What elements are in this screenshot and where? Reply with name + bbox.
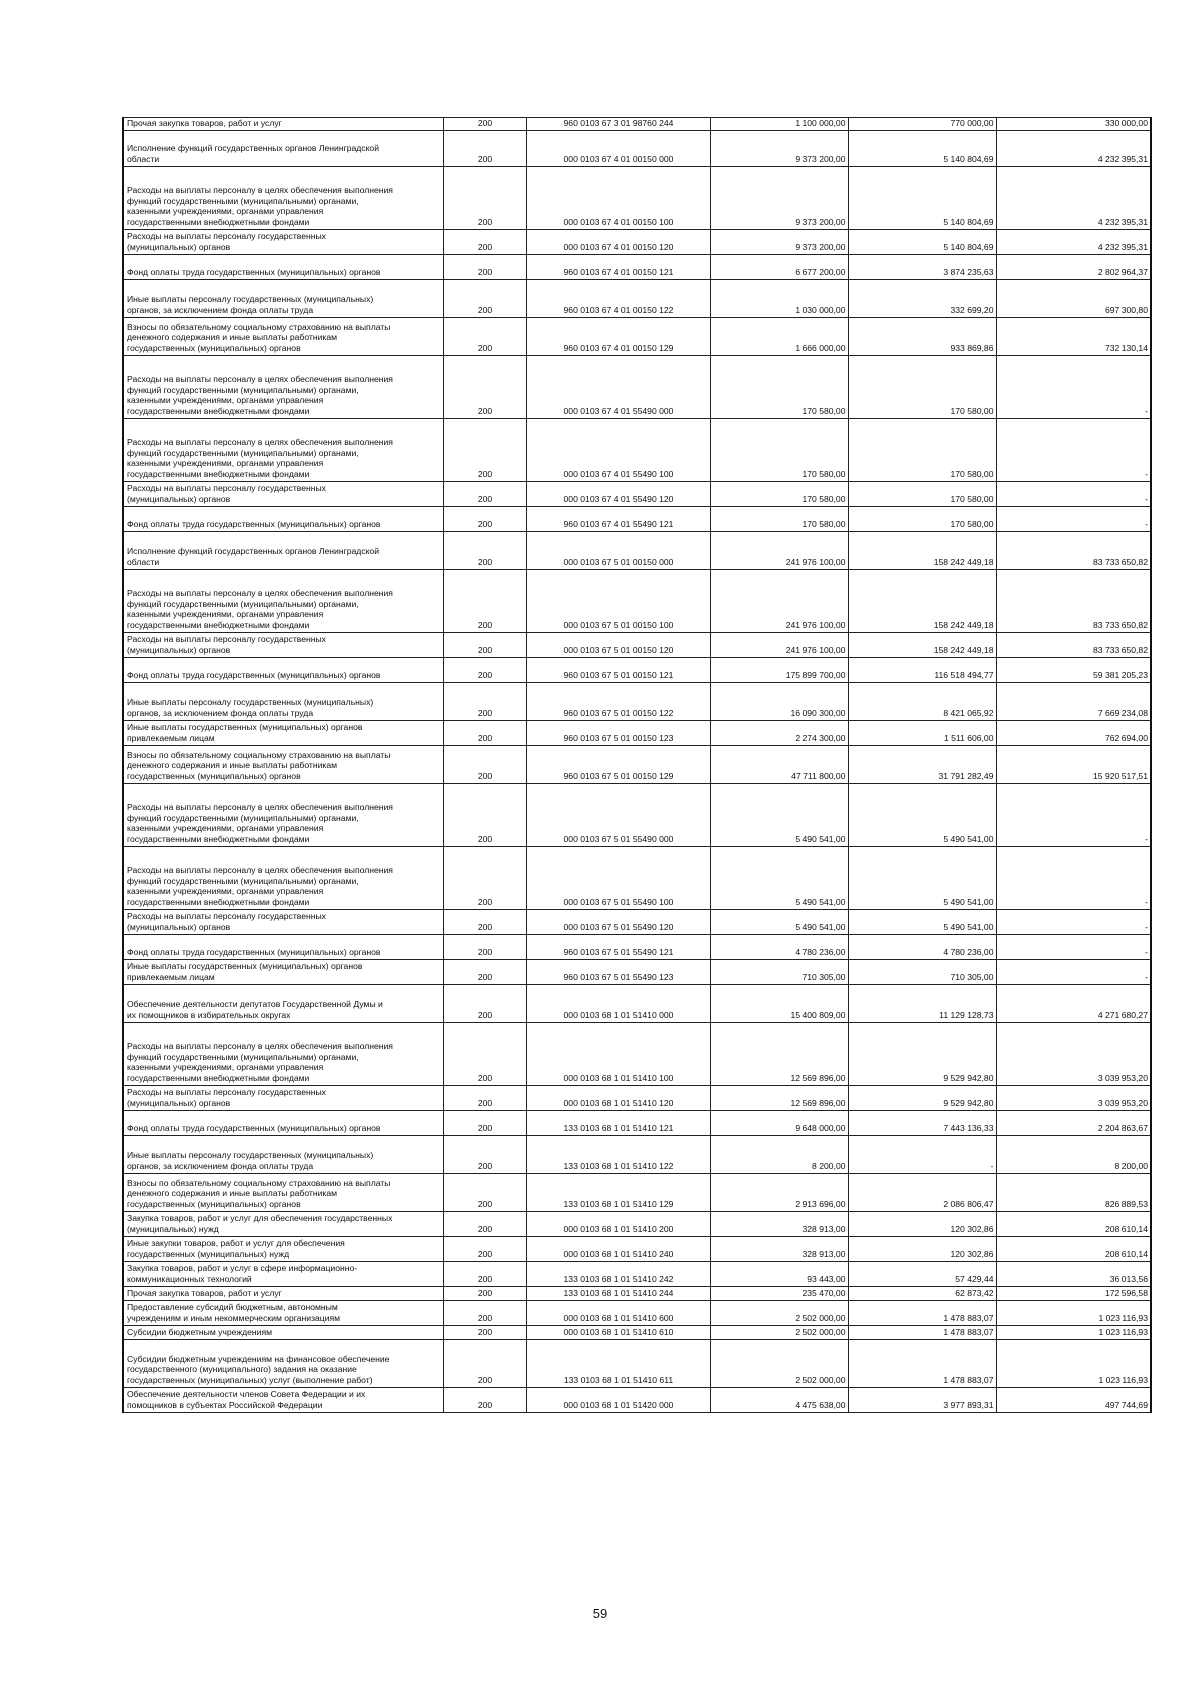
row-approved-amount-cell: 170 580,00 [710, 355, 848, 418]
row-approved-amount-cell: 1 666 000,00 [710, 317, 848, 355]
row-executed-amount-cell: 170 580,00 [848, 506, 996, 531]
row-executed-amount-cell: 158 242 449,18 [848, 569, 996, 632]
page-number: 59 [592, 1606, 608, 1621]
row-unexecuted-amount-cell: 36 013,56 [996, 1261, 1151, 1286]
row-classification-code-cell: 000 0103 68 1 01 51410 200 [526, 1211, 710, 1236]
row-name-cell: Расходы на выплаты персоналу в целях обеспечения выполнения функций государственными (муниципальными) органами, казенными учреждениями, органами управления государственными внебюджетными фондами [123, 418, 443, 481]
row-classification-code-cell: 000 0103 67 5 01 55490 120 [526, 909, 710, 934]
row-approved-amount-cell: 9 373 200,00 [710, 130, 848, 166]
row-line-code-cell: 200 [443, 254, 526, 279]
row-line-code-cell: 200 [443, 1300, 526, 1325]
row-executed-amount-cell: 170 580,00 [848, 418, 996, 481]
row-unexecuted-amount-cell: - [996, 481, 1151, 506]
row-approved-amount-cell: 2 502 000,00 [710, 1325, 848, 1339]
row-approved-amount-cell: 235 470,00 [710, 1286, 848, 1300]
row-unexecuted-amount-cell: 1 023 116,93 [996, 1300, 1151, 1325]
row-name-cell: Фонд оплаты труда государственных (муниципальных) органов [123, 254, 443, 279]
row-classification-code-cell: 000 0103 67 4 01 55490 100 [526, 418, 710, 481]
row-name-cell: Прочая закупка товаров, работ и услуг [123, 118, 443, 131]
row-unexecuted-amount-cell: 4 232 395,31 [996, 130, 1151, 166]
row-executed-amount-cell: 7 443 136,33 [848, 1110, 996, 1135]
row-classification-code-cell: 000 0103 67 5 01 55490 000 [526, 783, 710, 846]
table-row [123, 1211, 1151, 1236]
row-executed-amount-cell: 11 129 128,73 [848, 984, 996, 1022]
row-line-code-cell: 200 [443, 418, 526, 481]
table-row [123, 682, 1151, 720]
row-approved-amount-cell: 170 580,00 [710, 481, 848, 506]
row-line-code-cell: 200 [443, 1387, 526, 1412]
row-name-cell: Иные выплаты персоналу государственных (муниципальных) органов, за исключением фонда оплаты труда [123, 1135, 443, 1173]
row-classification-code-cell: 000 0103 67 5 01 55490 100 [526, 846, 710, 909]
row-classification-code-cell: 960 0103 67 5 01 00150 123 [526, 720, 710, 745]
table-row [123, 783, 1151, 846]
table-row [123, 1261, 1151, 1286]
row-unexecuted-amount-cell: 208 610,14 [996, 1236, 1151, 1261]
row-unexecuted-amount-cell: 1 023 116,93 [996, 1339, 1151, 1387]
row-unexecuted-amount-cell: 3 039 953,20 [996, 1022, 1151, 1085]
row-approved-amount-cell: 5 490 541,00 [710, 846, 848, 909]
row-unexecuted-amount-cell: 1 023 116,93 [996, 1325, 1151, 1339]
row-line-code-cell: 200 [443, 745, 526, 783]
row-classification-code-cell: 000 0103 68 1 01 51410 240 [526, 1236, 710, 1261]
row-unexecuted-amount-cell: 208 610,14 [996, 1211, 1151, 1236]
row-approved-amount-cell: 15 400 809,00 [710, 984, 848, 1022]
row-approved-amount-cell: 328 913,00 [710, 1211, 848, 1236]
row-classification-code-cell: 133 0103 68 1 01 51410 611 [526, 1339, 710, 1387]
row-executed-amount-cell: 31 791 282,49 [848, 745, 996, 783]
row-unexecuted-amount-cell: 83 733 650,82 [996, 569, 1151, 632]
row-name-cell: Расходы на выплаты персоналу государственных (муниципальных) органов [123, 229, 443, 254]
row-classification-code-cell: 000 0103 67 5 01 00150 000 [526, 531, 710, 569]
table-row [123, 632, 1151, 657]
row-unexecuted-amount-cell: 8 200,00 [996, 1135, 1151, 1173]
table-row [123, 1236, 1151, 1261]
row-executed-amount-cell: - [848, 1135, 996, 1173]
row-line-code-cell: 200 [443, 569, 526, 632]
row-name-cell: Иные выплаты персоналу государственных (муниципальных) органов, за исключением фонда оплаты труда [123, 682, 443, 720]
table-row [123, 1022, 1151, 1085]
row-line-code-cell: 200 [443, 279, 526, 317]
row-executed-amount-cell: 710 305,00 [848, 959, 996, 984]
row-approved-amount-cell: 241 976 100,00 [710, 632, 848, 657]
table-row [123, 909, 1151, 934]
row-name-cell: Расходы на выплаты персоналу в целях обеспечения выполнения функций государственными (муниципальными) органами, казенными учреждениями, органами управления государственными внебюджетными фондами [123, 355, 443, 418]
row-classification-code-cell: 000 0103 67 4 01 00150 000 [526, 130, 710, 166]
row-name-cell: Иные выплаты государственных (муниципальных) органов привлекаемым лицам [123, 959, 443, 984]
row-approved-amount-cell: 2 502 000,00 [710, 1339, 848, 1387]
row-executed-amount-cell: 4 780 236,00 [848, 934, 996, 959]
row-line-code-cell: 200 [443, 1173, 526, 1211]
row-line-code-cell: 200 [443, 934, 526, 959]
row-unexecuted-amount-cell: 3 039 953,20 [996, 1085, 1151, 1110]
table-row [123, 1300, 1151, 1325]
table-row [123, 1286, 1151, 1300]
row-name-cell: Расходы на выплаты персоналу государственных (муниципальных) органов [123, 481, 443, 506]
row-name-cell: Закупка товаров, работ и услуг в сфере информационно- коммуникационных технологий [123, 1261, 443, 1286]
row-executed-amount-cell: 770 000,00 [848, 118, 996, 131]
row-approved-amount-cell: 16 090 300,00 [710, 682, 848, 720]
row-line-code-cell: 200 [443, 1261, 526, 1286]
row-line-code-cell: 200 [443, 481, 526, 506]
row-name-cell: Предоставление субсидий бюджетным, автономным учреждениям и иным некоммерческим организациям [123, 1300, 443, 1325]
row-classification-code-cell: 960 0103 67 4 01 00150 121 [526, 254, 710, 279]
row-unexecuted-amount-cell: - [996, 934, 1151, 959]
row-name-cell: Фонд оплаты труда государственных (муниципальных) органов [123, 1110, 443, 1135]
row-unexecuted-amount-cell: 2 802 964,37 [996, 254, 1151, 279]
row-approved-amount-cell: 9 373 200,00 [710, 166, 848, 229]
table-row [123, 118, 1151, 131]
table-row [123, 934, 1151, 959]
row-classification-code-cell: 960 0103 67 5 01 00150 122 [526, 682, 710, 720]
table-row [123, 1085, 1151, 1110]
row-line-code-cell: 200 [443, 1236, 526, 1261]
row-approved-amount-cell: 328 913,00 [710, 1236, 848, 1261]
row-executed-amount-cell: 120 302,86 [848, 1236, 996, 1261]
row-classification-code-cell: 133 0103 68 1 01 51410 244 [526, 1286, 710, 1300]
row-name-cell: Расходы на выплаты персоналу в целях обеспечения выполнения функций государственными (муниципальными) органами, казенными учреждениями, органами управления государственными внебюджетными фондами [123, 846, 443, 909]
row-executed-amount-cell: 170 580,00 [848, 481, 996, 506]
row-approved-amount-cell: 170 580,00 [710, 506, 848, 531]
table-row [123, 1173, 1151, 1211]
row-name-cell: Расходы на выплаты персоналу в целях обеспечения выполнения функций государственными (муниципальными) органами, казенными учреждениями, органами управления государственными внебюджетными фондами [123, 783, 443, 846]
table-row [123, 481, 1151, 506]
row-executed-amount-cell: 9 529 942,80 [848, 1085, 996, 1110]
row-line-code-cell: 200 [443, 1286, 526, 1300]
row-executed-amount-cell: 2 086 806,47 [848, 1173, 996, 1211]
row-line-code-cell: 200 [443, 506, 526, 531]
row-unexecuted-amount-cell: 826 889,53 [996, 1173, 1151, 1211]
table-row [123, 657, 1151, 682]
row-classification-code-cell: 000 0103 67 5 01 00150 100 [526, 569, 710, 632]
row-approved-amount-cell: 710 305,00 [710, 959, 848, 984]
row-executed-amount-cell: 933 869,86 [848, 317, 996, 355]
row-approved-amount-cell: 12 569 896,00 [710, 1022, 848, 1085]
row-classification-code-cell: 000 0103 68 1 01 51410 100 [526, 1022, 710, 1085]
row-executed-amount-cell: 5 140 804,69 [848, 166, 996, 229]
table-row [123, 569, 1151, 632]
row-approved-amount-cell: 1 100 000,00 [710, 118, 848, 131]
row-approved-amount-cell: 8 200,00 [710, 1135, 848, 1173]
table-row [123, 317, 1151, 355]
row-name-cell: Фонд оплаты труда государственных (муниципальных) органов [123, 657, 443, 682]
row-unexecuted-amount-cell: 83 733 650,82 [996, 531, 1151, 569]
row-name-cell: Расходы на выплаты персоналу государственных (муниципальных) органов [123, 909, 443, 934]
row-executed-amount-cell: 158 242 449,18 [848, 531, 996, 569]
row-name-cell: Прочая закупка товаров, работ и услуг [123, 1286, 443, 1300]
row-approved-amount-cell: 2 274 300,00 [710, 720, 848, 745]
table-row [123, 229, 1151, 254]
row-classification-code-cell: 000 0103 67 5 01 00150 120 [526, 632, 710, 657]
table-row [123, 355, 1151, 418]
row-line-code-cell: 200 [443, 317, 526, 355]
row-name-cell: Иные выплаты персоналу государственных (муниципальных) органов, за исключением фонда оплаты труда [123, 279, 443, 317]
row-line-code-cell: 200 [443, 1325, 526, 1339]
row-unexecuted-amount-cell: - [996, 959, 1151, 984]
row-approved-amount-cell: 4 780 236,00 [710, 934, 848, 959]
budget-execution-table [122, 117, 1152, 1413]
row-approved-amount-cell: 5 490 541,00 [710, 783, 848, 846]
row-executed-amount-cell: 8 421 065,92 [848, 682, 996, 720]
row-approved-amount-cell: 5 490 541,00 [710, 909, 848, 934]
row-line-code-cell: 200 [443, 909, 526, 934]
table-row [123, 846, 1151, 909]
row-classification-code-cell: 000 0103 68 1 01 51410 120 [526, 1085, 710, 1110]
row-approved-amount-cell: 93 443,00 [710, 1261, 848, 1286]
row-executed-amount-cell: 3 977 893,31 [848, 1387, 996, 1412]
row-name-cell: Расходы на выплаты персоналу государственных (муниципальных) органов [123, 1085, 443, 1110]
table-row [123, 720, 1151, 745]
row-classification-code-cell: 133 0103 68 1 01 51410 242 [526, 1261, 710, 1286]
row-unexecuted-amount-cell: - [996, 909, 1151, 934]
row-name-cell: Расходы на выплаты персоналу государственных (муниципальных) органов [123, 632, 443, 657]
table-row [123, 959, 1151, 984]
row-line-code-cell: 200 [443, 984, 526, 1022]
row-line-code-cell: 200 [443, 959, 526, 984]
row-name-cell: Фонд оплаты труда государственных (муниципальных) органов [123, 506, 443, 531]
row-name-cell: Расходы на выплаты персоналу в целях обеспечения выполнения функций государственными (муниципальными) органами, казенными учреждениями, органами управления государственными внебюджетными фондами [123, 166, 443, 229]
row-line-code-cell: 200 [443, 1135, 526, 1173]
row-name-cell: Фонд оплаты труда государственных (муниципальных) органов [123, 934, 443, 959]
row-name-cell: Иные выплаты государственных (муниципальных) органов привлекаемым лицам [123, 720, 443, 745]
row-classification-code-cell: 133 0103 68 1 01 51410 122 [526, 1135, 710, 1173]
row-classification-code-cell: 000 0103 67 4 01 55490 000 [526, 355, 710, 418]
table-row [123, 1339, 1151, 1387]
row-name-cell: Взносы по обязательному социальному страхованию на выплаты денежного содержания и иные выплаты работникам государственных (муниципальных) органов [123, 745, 443, 783]
row-unexecuted-amount-cell: 7 669 234,08 [996, 682, 1151, 720]
row-executed-amount-cell: 5 490 541,00 [848, 909, 996, 934]
row-name-cell: Исполнение функций государственных органов Ленинградской области [123, 531, 443, 569]
row-classification-code-cell: 960 0103 67 5 01 55490 123 [526, 959, 710, 984]
row-executed-amount-cell: 5 140 804,69 [848, 130, 996, 166]
row-classification-code-cell: 000 0103 67 4 01 55490 120 [526, 481, 710, 506]
row-line-code-cell: 200 [443, 720, 526, 745]
table-row [123, 531, 1151, 569]
row-classification-code-cell: 960 0103 67 4 01 00150 122 [526, 279, 710, 317]
row-approved-amount-cell: 47 711 800,00 [710, 745, 848, 783]
row-executed-amount-cell: 3 874 235,63 [848, 254, 996, 279]
row-executed-amount-cell: 116 518 494,77 [848, 657, 996, 682]
table-row [123, 418, 1151, 481]
row-line-code-cell: 200 [443, 355, 526, 418]
row-name-cell: Обеспечение деятельности членов Совета Федерации и их помощников в субъектах Российской Федерации [123, 1387, 443, 1412]
row-classification-code-cell: 960 0103 67 5 01 55490 121 [526, 934, 710, 959]
row-executed-amount-cell: 158 242 449,18 [848, 632, 996, 657]
row-line-code-cell: 200 [443, 1339, 526, 1387]
row-executed-amount-cell: 9 529 942,80 [848, 1022, 996, 1085]
row-approved-amount-cell: 175 899 700,00 [710, 657, 848, 682]
row-approved-amount-cell: 12 569 896,00 [710, 1085, 848, 1110]
row-approved-amount-cell: 2 913 696,00 [710, 1173, 848, 1211]
row-line-code-cell: 200 [443, 682, 526, 720]
row-classification-code-cell: 960 0103 67 4 01 00150 129 [526, 317, 710, 355]
row-unexecuted-amount-cell: 497 744,69 [996, 1387, 1151, 1412]
row-classification-code-cell: 000 0103 68 1 01 51410 610 [526, 1325, 710, 1339]
table-row [123, 1387, 1151, 1412]
row-executed-amount-cell: 62 873,42 [848, 1286, 996, 1300]
row-unexecuted-amount-cell: 59 381 205,23 [996, 657, 1151, 682]
row-approved-amount-cell: 4 475 638,00 [710, 1387, 848, 1412]
table-row [123, 984, 1151, 1022]
row-unexecuted-amount-cell: 762 694,00 [996, 720, 1151, 745]
table-row [123, 745, 1151, 783]
row-approved-amount-cell: 6 677 200,00 [710, 254, 848, 279]
row-line-code-cell: 200 [443, 657, 526, 682]
row-unexecuted-amount-cell: - [996, 506, 1151, 531]
row-classification-code-cell: 000 0103 67 4 01 00150 120 [526, 229, 710, 254]
table-body [123, 118, 1151, 1413]
row-line-code-cell: 200 [443, 118, 526, 131]
row-approved-amount-cell: 1 030 000,00 [710, 279, 848, 317]
row-approved-amount-cell: 2 502 000,00 [710, 1300, 848, 1325]
row-classification-code-cell: 000 0103 68 1 01 51410 000 [526, 984, 710, 1022]
row-unexecuted-amount-cell: 330 000,00 [996, 118, 1151, 131]
row-unexecuted-amount-cell: - [996, 418, 1151, 481]
row-unexecuted-amount-cell: 732 130,14 [996, 317, 1151, 355]
row-executed-amount-cell: 170 580,00 [848, 355, 996, 418]
row-unexecuted-amount-cell: - [996, 846, 1151, 909]
row-unexecuted-amount-cell: 2 204 863,67 [996, 1110, 1151, 1135]
row-unexecuted-amount-cell: 4 232 395,31 [996, 229, 1151, 254]
row-executed-amount-cell: 5 140 804,69 [848, 229, 996, 254]
row-unexecuted-amount-cell: - [996, 355, 1151, 418]
row-executed-amount-cell: 120 302,86 [848, 1211, 996, 1236]
table-row [123, 166, 1151, 229]
table-row [123, 130, 1151, 166]
row-line-code-cell: 200 [443, 1211, 526, 1236]
row-name-cell: Взносы по обязательному социальному страхованию на выплаты денежного содержания и иные выплаты работникам государственных (муниципальных) органов [123, 317, 443, 355]
row-unexecuted-amount-cell: 83 733 650,82 [996, 632, 1151, 657]
row-approved-amount-cell: 9 373 200,00 [710, 229, 848, 254]
table-row [123, 279, 1151, 317]
row-line-code-cell: 200 [443, 1110, 526, 1135]
row-classification-code-cell: 960 0103 67 5 01 00150 121 [526, 657, 710, 682]
row-unexecuted-amount-cell: 4 232 395,31 [996, 166, 1151, 229]
row-name-cell: Обеспечение деятельности депутатов Государственной Думы и их помощников в избирательных округах [123, 984, 443, 1022]
row-classification-code-cell: 133 0103 68 1 01 51410 129 [526, 1173, 710, 1211]
row-executed-amount-cell: 5 490 541,00 [848, 846, 996, 909]
row-executed-amount-cell: 332 699,20 [848, 279, 996, 317]
row-line-code-cell: 200 [443, 531, 526, 569]
row-unexecuted-amount-cell: 15 920 517,51 [996, 745, 1151, 783]
row-line-code-cell: 200 [443, 229, 526, 254]
row-classification-code-cell: 960 0103 67 4 01 55490 121 [526, 506, 710, 531]
row-line-code-cell: 200 [443, 846, 526, 909]
row-name-cell: Иные закупки товаров, работ и услуг для обеспечения государственных (муниципальных) нужд [123, 1236, 443, 1261]
row-classification-code-cell: 000 0103 68 1 01 51420 000 [526, 1387, 710, 1412]
row-executed-amount-cell: 5 490 541,00 [848, 783, 996, 846]
row-line-code-cell: 200 [443, 130, 526, 166]
row-classification-code-cell: 960 0103 67 5 01 00150 129 [526, 745, 710, 783]
row-approved-amount-cell: 241 976 100,00 [710, 569, 848, 632]
row-line-code-cell: 200 [443, 1085, 526, 1110]
row-line-code-cell: 200 [443, 783, 526, 846]
row-name-cell: Расходы на выплаты персоналу в целях обеспечения выполнения функций государственными (муниципальными) органами, казенными учреждениями, органами управления государственными внебюджетными фондами [123, 1022, 443, 1085]
row-approved-amount-cell: 241 976 100,00 [710, 531, 848, 569]
row-executed-amount-cell: 1 478 883,07 [848, 1339, 996, 1387]
row-executed-amount-cell: 1 478 883,07 [848, 1300, 996, 1325]
row-classification-code-cell: 960 0103 67 3 01 98760 244 [526, 118, 710, 131]
row-name-cell: Субсидии бюджетным учреждениям на финансовое обеспечение государственного (муниципального) задания на оказание государственных (муниципальных) услуг (выполнение работ) [123, 1339, 443, 1387]
table-row [123, 1110, 1151, 1135]
table-row [123, 506, 1151, 531]
row-name-cell: Взносы по обязательному социальному страхованию на выплаты денежного содержания и иные выплаты работникам государственных (муниципальных) органов [123, 1173, 443, 1211]
row-name-cell: Расходы на выплаты персоналу в целях обеспечения выполнения функций государственными (муниципальными) органами, казенными учреждениями, органами управления государственными внебюджетными фондами [123, 569, 443, 632]
row-classification-code-cell: 000 0103 68 1 01 51410 600 [526, 1300, 710, 1325]
row-line-code-cell: 200 [443, 1022, 526, 1085]
row-unexecuted-amount-cell: 172 596,58 [996, 1286, 1151, 1300]
row-unexecuted-amount-cell: 4 271 680,27 [996, 984, 1151, 1022]
row-name-cell: Исполнение функций государственных органов Ленинградской области [123, 130, 443, 166]
row-line-code-cell: 200 [443, 632, 526, 657]
row-unexecuted-amount-cell: - [996, 783, 1151, 846]
row-executed-amount-cell: 1 511 606,00 [848, 720, 996, 745]
row-approved-amount-cell: 9 648 000,00 [710, 1110, 848, 1135]
table-row [123, 1325, 1151, 1339]
row-name-cell: Субсидии бюджетным учреждениям [123, 1325, 443, 1339]
row-name-cell: Закупка товаров, работ и услуг для обеспечения государственных (муниципальных) нужд [123, 1211, 443, 1236]
row-approved-amount-cell: 170 580,00 [710, 418, 848, 481]
row-classification-code-cell: 133 0103 68 1 01 51410 121 [526, 1110, 710, 1135]
table-row [123, 254, 1151, 279]
row-executed-amount-cell: 1 478 883,07 [848, 1325, 996, 1339]
row-unexecuted-amount-cell: 697 300,80 [996, 279, 1151, 317]
row-classification-code-cell: 000 0103 67 4 01 00150 100 [526, 166, 710, 229]
row-executed-amount-cell: 57 429,44 [848, 1261, 996, 1286]
table-row [123, 1135, 1151, 1173]
row-line-code-cell: 200 [443, 166, 526, 229]
